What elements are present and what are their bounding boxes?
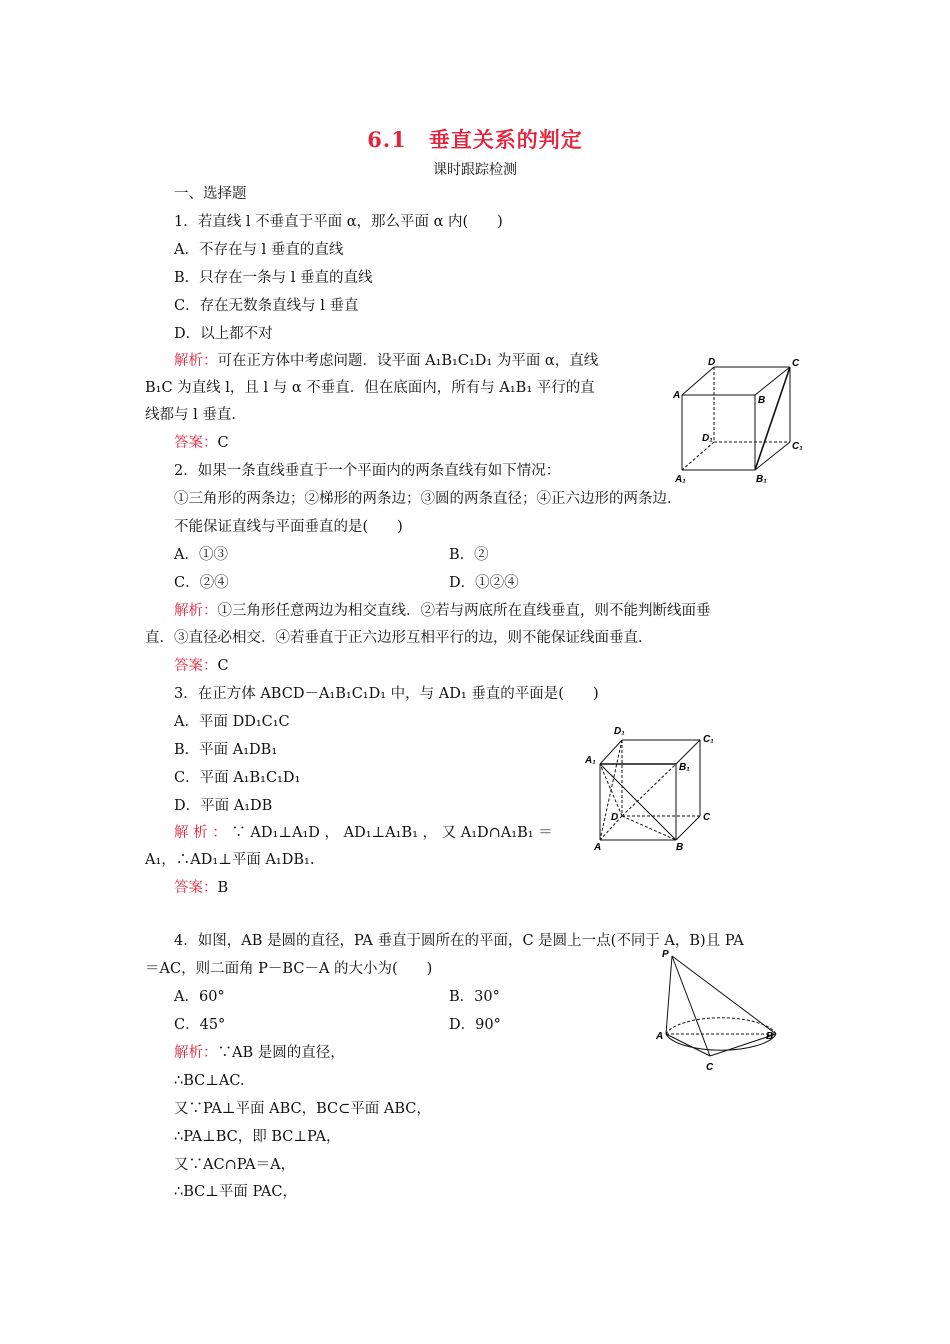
q2-cases: ①三角形的两条边；②梯形的两条边；③圆的两条直径；④正六边形的两条边．: [174, 491, 682, 507]
q3-solution-line2: A₁，∴AD₁⊥平面 A₁DB₁.: [145, 852, 315, 868]
q4-fig-label-b: B: [766, 1031, 774, 1042]
q3-solution-line1: [174, 823, 553, 843]
q3-cube-figure: [582, 722, 722, 854]
q4-stem-line1: 4．如图，AB 是圆的直径，PA 垂直于圆所在的平面，C 是圆上一点(不同于 A，B)且 PA: [174, 933, 744, 949]
q2-solution-text1: ①三角形任意两边为相交直线．②若与两底所在直线垂直，则不能判断线面垂: [217, 603, 711, 619]
q4-fig-label-c: C: [706, 1062, 714, 1073]
q1-option-a: A．不存在与 l 垂直的直线: [174, 242, 344, 258]
q1-fig-label-c: C: [792, 358, 800, 369]
q4-option-c: C．45°: [174, 1017, 226, 1033]
q2-stem: 2．如果一条直线垂直于一个平面内的两条直线有如下情况：: [174, 463, 561, 479]
q4-option-d: D．90°: [449, 1017, 501, 1033]
q3-stem: 3．在正方体 ABCD－A₁B₁C₁D₁ 中，与 AD₁ 垂直的平面是( ): [174, 686, 599, 702]
q3-fig-label-c: C: [703, 812, 711, 823]
q2-option-b: B．②: [449, 547, 489, 563]
q3-solution-text1: ∵ AD₁⊥A₁D ， AD₁⊥A₁B₁ ， 又 A₁D∩A₁B₁ ＝: [226, 825, 553, 841]
section-heading: 一、选择题: [174, 186, 247, 202]
page-subtitle: 课时跟踪检测: [433, 162, 517, 178]
q2-answer-label: 答案：: [174, 658, 218, 674]
q1-fig-label-a: A: [673, 390, 681, 401]
q1-answer: [174, 433, 229, 453]
q1-answer-label: 答案：: [174, 435, 218, 451]
q1-option-b: B．只存在一条与 l 垂直的直线: [174, 270, 373, 286]
q1-solution-line2: B₁C 为直线 l，且 l 与 α 不垂直．但在底面内，所有与 A₁B₁ 平行的直: [145, 380, 595, 396]
q1-solution-label: 解析：: [174, 353, 218, 369]
q2-answer: [174, 656, 229, 676]
q4-option-b: B．30°: [449, 989, 500, 1005]
q1-fig-label-d1: D₁: [702, 433, 713, 444]
q3-fig-label-d: D: [611, 812, 619, 823]
q4-solution-line4: ∴PA⊥BC，即 BC⊥PA，: [174, 1129, 341, 1145]
q3-answer-value: B: [217, 880, 229, 896]
q1-stem: 1．若直线 l 不垂直于平面 α，那么平面 α 内( ): [174, 214, 503, 230]
q1-option-d: D．以上都不对: [174, 326, 273, 342]
q2-solution-line2: 直．③直径必相交．④若垂直于正六边形互相平行的边，则不能保证线面垂直．: [145, 630, 653, 646]
q3-fig-label-d1: D₁: [614, 726, 625, 737]
q4-solution-text1: ∵AB 是圆的直径，: [217, 1045, 345, 1061]
q2-option-a: A．①③: [174, 547, 228, 563]
q1-answer-value: C: [217, 435, 229, 451]
q1-cube-figure: [672, 355, 808, 485]
q4-solution-line1: [174, 1043, 345, 1063]
q3-option-c: C．平面 A₁B₁C₁D₁: [174, 770, 301, 786]
q4-solution-line3: 又∵PA⊥平面 ABC，BC⊂平面 ABC，: [174, 1101, 431, 1117]
q3-answer-label: 答案：: [174, 880, 218, 896]
q3-option-b: B．平面 A₁DB₁: [174, 742, 278, 758]
q3-answer: [174, 878, 228, 898]
q1-fig-label-b1: B₁: [756, 474, 767, 485]
q4-solution-line5: 又∵AC∩PA＝A，: [174, 1157, 296, 1173]
q4-solution-line6: ∴BC⊥平面 PAC，: [174, 1184, 297, 1200]
q3-fig-label-a: A: [594, 842, 602, 853]
q4-solution-label: 解析：: [174, 1045, 218, 1061]
q3-solution-label: 解 析 ：: [174, 825, 227, 841]
q1-fig-label-b: B: [758, 395, 766, 406]
q3-fig-label-b: B: [676, 842, 684, 853]
q1-solution-text1: 可在正方体中考虑问题．设平面 A₁B₁C₁D₁ 为平面 α，直线: [217, 353, 599, 369]
q1-solution-line3: 线都与 l 垂直．: [145, 407, 246, 423]
q4-fig-label-p: P: [662, 949, 669, 960]
q3-fig-label-c1: C₁: [703, 734, 714, 745]
q2-answer-value: C: [217, 658, 229, 674]
q3-fig-label-a1: A₁: [585, 755, 596, 766]
q2-option-c: C．②④: [174, 575, 229, 591]
q1-fig-label-d: D: [708, 357, 716, 368]
q1-fig-label-a1: A₁: [675, 474, 686, 485]
q4-stem-line2: ＝AC，则二面角 P－BC－A 的大小为( ): [145, 961, 433, 977]
q4-solution-line2: ∴BC⊥AC.: [174, 1073, 245, 1089]
q3-option-a: A．平面 DD₁C₁C: [174, 714, 290, 730]
q1-fig-label-c1: C₁: [792, 441, 803, 452]
q4-cone-figure: [652, 946, 784, 1074]
q3-option-d: D．平面 A₁DB: [174, 798, 273, 814]
q4-fig-label-a: A: [656, 1031, 664, 1042]
q2-option-d: D．①②④: [449, 575, 519, 591]
page-title: 6.1 垂直关系的判定: [367, 127, 583, 152]
q3-fig-label-b1: B₁: [679, 762, 690, 773]
q2-solution-line1: [174, 601, 711, 621]
q2-solution-label: 解析：: [174, 603, 218, 619]
q1-solution-line1: [174, 351, 598, 371]
q1-option-c: C．存在无数条直线与 l 垂直: [174, 298, 359, 314]
q2-question: 不能保证直线与平面垂直的是( ): [174, 519, 403, 535]
q4-option-a: A．60°: [174, 989, 225, 1005]
